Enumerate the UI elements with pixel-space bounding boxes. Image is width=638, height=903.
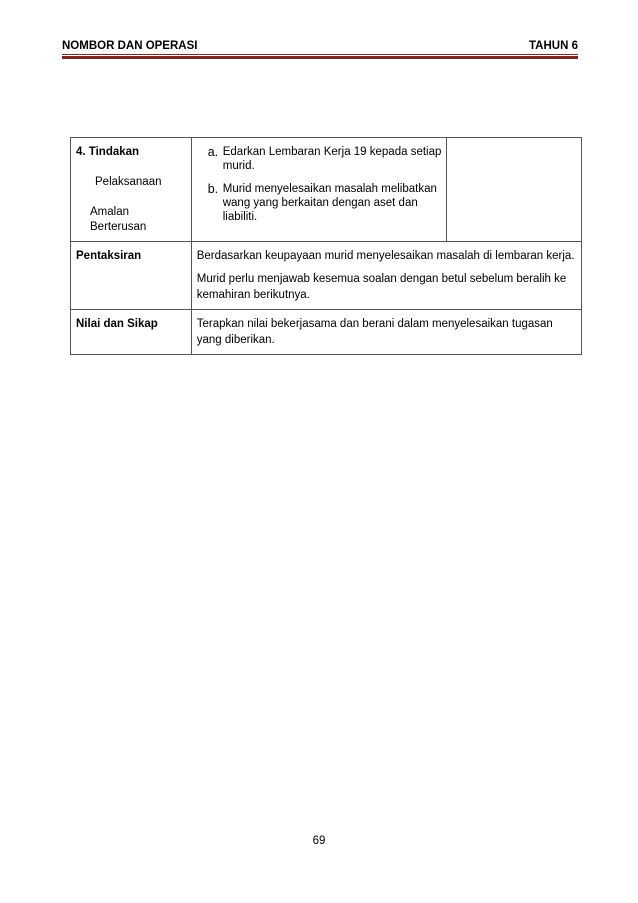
list-item-marker: b.	[207, 182, 219, 196]
list-item-text: Edarkan Lembaran Kerja 19 kepada setiap murid.	[222, 146, 442, 172]
tindakan-sub-amalan-line2: Berterusan	[90, 221, 147, 233]
list-item-text: Murid menyelesaikan masalah melibatkan wang yang berkaitan dengan aset dan liabiliti.	[222, 183, 437, 223]
nilai-text: Terapkan nilai bekerjasama dan berani dalam menyelesaikan tugasan yang diberikan.	[196, 318, 553, 346]
list-item-marker: a.	[207, 145, 219, 159]
table-row-pentaksiran	[71, 242, 582, 310]
tindakan-sub-amalan-line1: Amalan	[90, 206, 129, 218]
header-rule-thin	[62, 54, 578, 55]
page-number: 69	[312, 835, 326, 847]
table-row-tindakan	[71, 138, 582, 242]
pentaksiran-para-1: Berdasarkan keupayaan murid menyelesaikan masalah di lembaran kerja.	[196, 250, 575, 262]
tindakan-sub-amalan	[76, 205, 187, 235]
pentaksiran-content-cell	[191, 242, 581, 310]
list-item	[197, 181, 443, 224]
pentaksiran-label: Pentaksiran	[71, 242, 192, 310]
list-item	[197, 144, 443, 173]
lesson-plan-table	[70, 137, 582, 355]
nilai-content-cell	[191, 310, 581, 355]
table-row-nilai	[71, 310, 582, 355]
tindakan-label: 4. Tindakan	[76, 146, 140, 158]
header-subject: NOMBOR DAN OPERASI	[62, 40, 198, 52]
header-rule-thick	[62, 56, 578, 59]
tindakan-label-cell	[71, 138, 192, 242]
tindakan-extra-cell	[447, 138, 582, 242]
header-grade: TAHUN 6	[529, 40, 578, 52]
pentaksiran-para-2: Murid perlu menjawab kesemua soalan dengan betul sebelum beralih ke kemahiran berikutnya.	[196, 273, 567, 301]
tindakan-sub-pelaksanaan: Pelaksanaan	[95, 176, 162, 188]
nilai-label: Nilai dan Sikap	[71, 310, 192, 355]
tindakan-content-cell	[191, 138, 447, 242]
